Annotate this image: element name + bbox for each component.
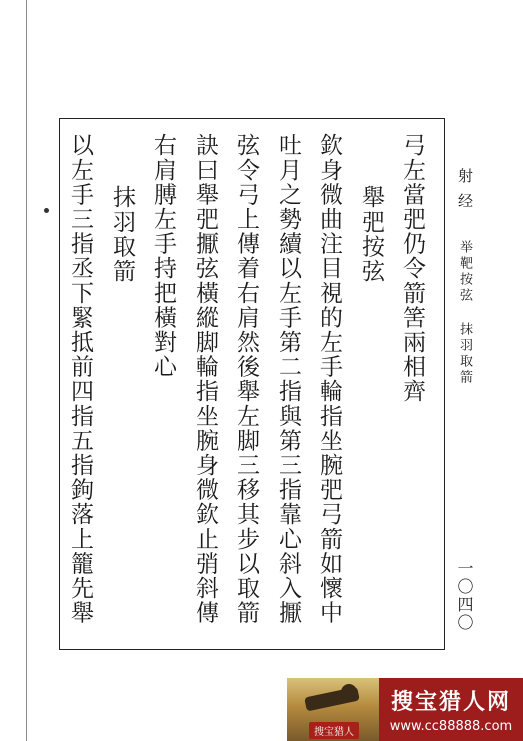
watermark-banner[interactable] [287, 678, 523, 741]
text-column: 弓左當弝仍令箭筈兩相齊 [399, 133, 425, 404]
watermark-site-name: 搜宝猎人网 [390, 690, 511, 715]
text-column: 舉弝按弦 [358, 185, 384, 284]
margin-section-subtitle: 举靶按弦 抹羽取箭 [457, 240, 472, 386]
margin-book-title: 射经 [456, 168, 474, 218]
text-column: 吐月之勢續以左手第二指與第三指靠心斜入擫 [275, 133, 301, 625]
page-number: 一〇四〇 [455, 560, 474, 632]
text-column: 訣曰舉弝擫弦橫縱脚輪指坐腕身微欽止弰斜傳 [192, 133, 218, 625]
text-column: 右肩膊左手持把橫對心 [150, 133, 176, 379]
watermark-text-panel [379, 678, 523, 741]
text-column: 抹羽取箭 [109, 185, 135, 284]
page-edge-line [26, 0, 27, 741]
watermark-hunter-image [287, 678, 379, 741]
hunter-head-icon [341, 684, 357, 700]
text-column: 以左手三指丞下緊抵前四指五指鉤落上籠先舉 [67, 133, 93, 625]
text-column: 欽身微曲注目視的左手輪指坐腕弝弓箭如懷中 [316, 133, 342, 625]
margin-dot [44, 208, 49, 213]
watermark-photo-label: 搜宝猎人 [309, 722, 359, 739]
text-column: 弦令弓上傳着右肩然後舉左脚三移其步以取箭 [233, 133, 259, 625]
watermark-url: www.cc88888.com [389, 719, 513, 734]
